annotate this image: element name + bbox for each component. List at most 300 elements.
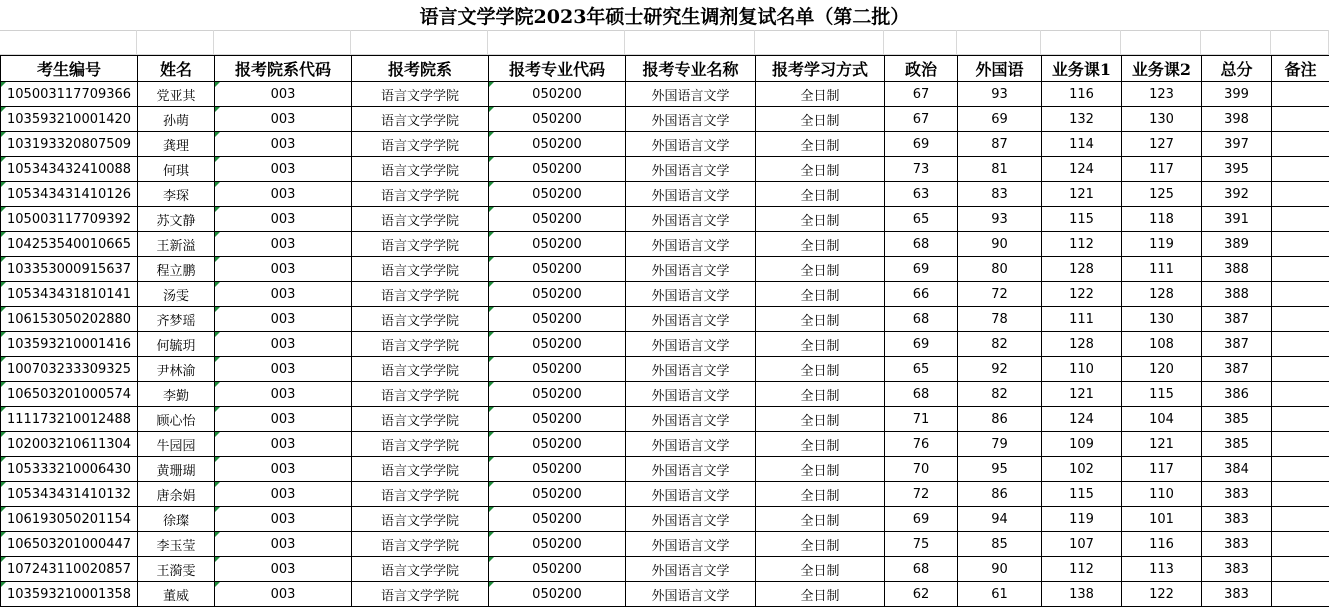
table-cell: 外国语言文学 bbox=[626, 107, 756, 132]
table-cell: 050200 bbox=[489, 357, 626, 382]
table-cell: 语言文学学院 bbox=[352, 132, 489, 157]
table-cell: 69 bbox=[885, 332, 958, 357]
table-cell: 050200 bbox=[489, 432, 626, 457]
table-cell: 120 bbox=[1122, 357, 1202, 382]
table-cell: 语言文学学院 bbox=[352, 232, 489, 257]
table-cell: 110 bbox=[1042, 357, 1122, 382]
column-header: 政治 bbox=[885, 56, 958, 82]
table-cell: 李玉莹 bbox=[138, 532, 215, 557]
table-cell: 128 bbox=[1042, 332, 1122, 357]
table-cell: 050200 bbox=[489, 482, 626, 507]
table-cell: 116 bbox=[1042, 82, 1122, 107]
table-cell: 387 bbox=[1202, 307, 1272, 332]
empty-spacer-row bbox=[0, 30, 1329, 55]
table-cell: 语言文学学院 bbox=[352, 207, 489, 232]
table-cell: 外国语言文学 bbox=[626, 457, 756, 482]
table-cell: 003 bbox=[215, 232, 352, 257]
table-cell: 全日制 bbox=[756, 507, 885, 532]
table-row bbox=[1, 257, 1329, 282]
table-cell: 003 bbox=[215, 582, 352, 607]
table-cell: 387 bbox=[1202, 332, 1272, 357]
table-cell: 69 bbox=[885, 132, 958, 157]
table-cell: 68 bbox=[885, 307, 958, 332]
table-cell: 69 bbox=[885, 257, 958, 282]
table-cell: 外国语言文学 bbox=[626, 82, 756, 107]
column-header: 备注 bbox=[1272, 56, 1329, 82]
table-row bbox=[1, 432, 1329, 457]
table-cell: 392 bbox=[1202, 182, 1272, 207]
table-cell: 外国语言文学 bbox=[626, 182, 756, 207]
table-cell: 65 bbox=[885, 357, 958, 382]
table-cell: 龚理 bbox=[138, 132, 215, 157]
table-cell: 105343431410132 bbox=[1, 482, 138, 507]
table-cell: 94 bbox=[958, 507, 1042, 532]
table-cell: 李勤 bbox=[138, 382, 215, 407]
column-header: 考生编号 bbox=[1, 56, 138, 82]
table-cell: 103593210001420 bbox=[1, 107, 138, 132]
table-cell: 107 bbox=[1042, 532, 1122, 557]
table-cell: 86 bbox=[958, 407, 1042, 432]
table-cell: 语言文学学院 bbox=[352, 107, 489, 132]
table-cell: 外国语言文学 bbox=[626, 507, 756, 532]
table-cell: 110 bbox=[1122, 482, 1202, 507]
table-cell: 127 bbox=[1122, 132, 1202, 157]
table-cell: 119 bbox=[1122, 232, 1202, 257]
table-cell bbox=[1272, 582, 1329, 607]
table-cell: 128 bbox=[1042, 257, 1122, 282]
table-cell: 牛园园 bbox=[138, 432, 215, 457]
column-header: 报考专业名称 bbox=[626, 56, 756, 82]
table-cell: 全日制 bbox=[756, 232, 885, 257]
table-cell: 语言文学学院 bbox=[352, 182, 489, 207]
table-cell: 唐余娟 bbox=[138, 482, 215, 507]
table-cell: 语言文学学院 bbox=[352, 557, 489, 582]
table-cell: 董威 bbox=[138, 582, 215, 607]
table-cell: 全日制 bbox=[756, 357, 885, 382]
table-cell: 399 bbox=[1202, 82, 1272, 107]
table-cell: 115 bbox=[1042, 482, 1122, 507]
table-cell: 82 bbox=[958, 332, 1042, 357]
table-cell: 003 bbox=[215, 332, 352, 357]
table-cell bbox=[1272, 307, 1329, 332]
table-cell: 122 bbox=[1042, 282, 1122, 307]
empty-cell bbox=[755, 30, 884, 55]
table-cell: 138 bbox=[1042, 582, 1122, 607]
table-cell: 外国语言文学 bbox=[626, 132, 756, 157]
table-cell: 130 bbox=[1122, 307, 1202, 332]
table-cell: 050200 bbox=[489, 207, 626, 232]
table-cell: 108 bbox=[1122, 332, 1202, 357]
column-header: 报考院系代码 bbox=[215, 56, 352, 82]
table-cell: 117 bbox=[1122, 157, 1202, 182]
empty-cell bbox=[351, 30, 488, 55]
table-cell: 黄珊瑚 bbox=[138, 457, 215, 482]
table-cell: 050200 bbox=[489, 82, 626, 107]
column-header: 报考学习方式 bbox=[756, 56, 885, 82]
table-cell: 全日制 bbox=[756, 157, 885, 182]
table-cell bbox=[1272, 382, 1329, 407]
table-cell: 003 bbox=[215, 557, 352, 582]
table-cell: 107243110020857 bbox=[1, 557, 138, 582]
empty-cell bbox=[957, 30, 1041, 55]
table-cell: 72 bbox=[958, 282, 1042, 307]
table-row bbox=[1, 82, 1329, 107]
table-cell: 121 bbox=[1042, 182, 1122, 207]
table-cell: 外国语言文学 bbox=[626, 432, 756, 457]
table-cell: 105343431810141 bbox=[1, 282, 138, 307]
table-row bbox=[1, 532, 1329, 557]
empty-cell bbox=[1041, 30, 1121, 55]
table-cell: 72 bbox=[885, 482, 958, 507]
table-cell: 语言文学学院 bbox=[352, 357, 489, 382]
table-cell: 王新溢 bbox=[138, 232, 215, 257]
table-cell: 050200 bbox=[489, 132, 626, 157]
table-cell bbox=[1272, 532, 1329, 557]
table-cell: 外国语言文学 bbox=[626, 582, 756, 607]
table-cell: 全日制 bbox=[756, 582, 885, 607]
table-cell: 外国语言文学 bbox=[626, 232, 756, 257]
column-header: 报考院系 bbox=[352, 56, 489, 82]
table-cell: 何琪 bbox=[138, 157, 215, 182]
table-cell: 003 bbox=[215, 382, 352, 407]
empty-cell bbox=[1271, 30, 1329, 55]
table-cell: 全日制 bbox=[756, 432, 885, 457]
table-cell: 115 bbox=[1122, 382, 1202, 407]
table-row bbox=[1, 107, 1329, 132]
table-cell: 101 bbox=[1122, 507, 1202, 532]
table-cell: 75 bbox=[885, 532, 958, 557]
table-cell: 外国语言文学 bbox=[626, 307, 756, 332]
table-cell: 党亚其 bbox=[138, 82, 215, 107]
table-cell: 79 bbox=[958, 432, 1042, 457]
table-row bbox=[1, 407, 1329, 432]
table-cell: 81 bbox=[958, 157, 1042, 182]
table-cell: 78 bbox=[958, 307, 1042, 332]
table-cell: 全日制 bbox=[756, 132, 885, 157]
table-cell: 117 bbox=[1122, 457, 1202, 482]
table-row bbox=[1, 132, 1329, 157]
table-cell: 391 bbox=[1202, 207, 1272, 232]
table-cell: 050200 bbox=[489, 382, 626, 407]
table-cell: 128 bbox=[1122, 282, 1202, 307]
table-cell: 109 bbox=[1042, 432, 1122, 457]
table-cell: 外国语言文学 bbox=[626, 157, 756, 182]
table-cell: 全日制 bbox=[756, 82, 885, 107]
table-cell: 外国语言文学 bbox=[626, 257, 756, 282]
table-cell bbox=[1272, 507, 1329, 532]
table-cell: 语言文学学院 bbox=[352, 257, 489, 282]
table-cell: 93 bbox=[958, 207, 1042, 232]
table-cell: 103353000915637 bbox=[1, 257, 138, 282]
table-cell: 003 bbox=[215, 282, 352, 307]
table-cell bbox=[1272, 157, 1329, 182]
table-cell: 398 bbox=[1202, 107, 1272, 132]
table-cell: 82 bbox=[958, 382, 1042, 407]
empty-cell bbox=[0, 30, 137, 55]
table-cell: 050200 bbox=[489, 332, 626, 357]
table-cell: 103593210001358 bbox=[1, 582, 138, 607]
table-cell: 程立鹏 bbox=[138, 257, 215, 282]
table-cell: 003 bbox=[215, 407, 352, 432]
empty-cell bbox=[214, 30, 351, 55]
table-cell: 齐梦瑶 bbox=[138, 307, 215, 332]
table-cell bbox=[1272, 232, 1329, 257]
table-cell: 383 bbox=[1202, 532, 1272, 557]
table-cell: 语言文学学院 bbox=[352, 157, 489, 182]
column-header: 总分 bbox=[1202, 56, 1272, 82]
table-cell: 112 bbox=[1042, 557, 1122, 582]
table-cell: 122 bbox=[1122, 582, 1202, 607]
table-cell: 383 bbox=[1202, 582, 1272, 607]
table-cell: 106193050201154 bbox=[1, 507, 138, 532]
table-cell: 76 bbox=[885, 432, 958, 457]
table-cell: 050200 bbox=[489, 182, 626, 207]
table-cell bbox=[1272, 357, 1329, 382]
table-cell: 70 bbox=[885, 457, 958, 482]
table-cell: 顾心怡 bbox=[138, 407, 215, 432]
table-cell: 112 bbox=[1042, 232, 1122, 257]
table-cell: 69 bbox=[885, 507, 958, 532]
table-cell: 050200 bbox=[489, 557, 626, 582]
table-cell: 050200 bbox=[489, 107, 626, 132]
table-cell: 388 bbox=[1202, 282, 1272, 307]
table-cell: 80 bbox=[958, 257, 1042, 282]
table-cell: 114 bbox=[1042, 132, 1122, 157]
table-cell: 全日制 bbox=[756, 482, 885, 507]
table-cell: 全日制 bbox=[756, 382, 885, 407]
table-row bbox=[1, 482, 1329, 507]
table-cell bbox=[1272, 407, 1329, 432]
table-cell bbox=[1272, 432, 1329, 457]
empty-cell bbox=[137, 30, 214, 55]
table-row bbox=[1, 357, 1329, 382]
table-cell: 050200 bbox=[489, 307, 626, 332]
table-row bbox=[1, 182, 1329, 207]
table-cell: 65 bbox=[885, 207, 958, 232]
table-cell: 003 bbox=[215, 307, 352, 332]
table-cell: 003 bbox=[215, 507, 352, 532]
table-cell: 383 bbox=[1202, 507, 1272, 532]
table-cell: 语言文学学院 bbox=[352, 432, 489, 457]
table-row bbox=[1, 507, 1329, 532]
table-cell: 113 bbox=[1122, 557, 1202, 582]
table-cell: 语言文学学院 bbox=[352, 332, 489, 357]
table-cell: 111173210012488 bbox=[1, 407, 138, 432]
table-cell: 050200 bbox=[489, 157, 626, 182]
table-cell: 003 bbox=[215, 532, 352, 557]
table-cell: 全日制 bbox=[756, 332, 885, 357]
table-cell: 105003117709392 bbox=[1, 207, 138, 232]
table-cell: 102003210611304 bbox=[1, 432, 138, 457]
table-cell: 050200 bbox=[489, 532, 626, 557]
empty-cell bbox=[884, 30, 957, 55]
table-cell: 王漪雯 bbox=[138, 557, 215, 582]
table-row bbox=[1, 307, 1329, 332]
column-header: 报考专业代码 bbox=[489, 56, 626, 82]
table-cell: 语言文学学院 bbox=[352, 407, 489, 432]
table-cell: 83 bbox=[958, 182, 1042, 207]
table-cell: 118 bbox=[1122, 207, 1202, 232]
table-cell: 孙萌 bbox=[138, 107, 215, 132]
table-cell: 132 bbox=[1042, 107, 1122, 132]
table-cell: 90 bbox=[958, 232, 1042, 257]
table-cell: 62 bbox=[885, 582, 958, 607]
table-cell: 389 bbox=[1202, 232, 1272, 257]
table-cell: 李琛 bbox=[138, 182, 215, 207]
table-cell bbox=[1272, 257, 1329, 282]
table-row bbox=[1, 557, 1329, 582]
table-cell: 徐璨 bbox=[138, 507, 215, 532]
table-cell: 95 bbox=[958, 457, 1042, 482]
table-cell: 397 bbox=[1202, 132, 1272, 157]
table-cell: 语言文学学院 bbox=[352, 507, 489, 532]
table-cell: 103193320807509 bbox=[1, 132, 138, 157]
table-cell: 111 bbox=[1042, 307, 1122, 332]
table-cell: 85 bbox=[958, 532, 1042, 557]
table-cell: 003 bbox=[215, 157, 352, 182]
table-row bbox=[1, 232, 1329, 257]
table-row bbox=[1, 157, 1329, 182]
empty-cell bbox=[1201, 30, 1271, 55]
table-cell: 语言文学学院 bbox=[352, 382, 489, 407]
table-cell: 68 bbox=[885, 232, 958, 257]
table-row bbox=[1, 332, 1329, 357]
table-cell: 003 bbox=[215, 82, 352, 107]
table-cell: 104 bbox=[1122, 407, 1202, 432]
table-cell: 语言文学学院 bbox=[352, 307, 489, 332]
table-cell: 106153050202880 bbox=[1, 307, 138, 332]
sheet-title: 语言文学学院2023年硕士研究生调剂复试名单（第二批） bbox=[0, 0, 1329, 31]
table-cell: 105333210006430 bbox=[1, 457, 138, 482]
table-cell: 92 bbox=[958, 357, 1042, 382]
table-cell: 121 bbox=[1042, 382, 1122, 407]
table-cell: 何毓玥 bbox=[138, 332, 215, 357]
table-cell: 全日制 bbox=[756, 207, 885, 232]
table-cell: 69 bbox=[958, 107, 1042, 132]
table-cell: 003 bbox=[215, 107, 352, 132]
table-cell: 66 bbox=[885, 282, 958, 307]
empty-cell bbox=[488, 30, 625, 55]
table-row bbox=[1, 382, 1329, 407]
table-cell: 050200 bbox=[489, 257, 626, 282]
table-cell: 全日制 bbox=[756, 107, 885, 132]
table-cell: 汤雯 bbox=[138, 282, 215, 307]
table-cell: 71 bbox=[885, 407, 958, 432]
table-cell: 003 bbox=[215, 482, 352, 507]
table-cell: 106503201000574 bbox=[1, 382, 138, 407]
table-cell: 外国语言文学 bbox=[626, 282, 756, 307]
table-cell: 语言文学学院 bbox=[352, 532, 489, 557]
table-cell: 105343431410126 bbox=[1, 182, 138, 207]
table-cell: 90 bbox=[958, 557, 1042, 582]
table-cell: 130 bbox=[1122, 107, 1202, 132]
column-header: 姓名 bbox=[138, 56, 215, 82]
table-cell: 外国语言文学 bbox=[626, 332, 756, 357]
table-cell: 050200 bbox=[489, 457, 626, 482]
table-cell: 102 bbox=[1042, 457, 1122, 482]
column-header: 业务课1 bbox=[1042, 56, 1122, 82]
admission-list-table bbox=[0, 55, 1329, 607]
table-cell: 003 bbox=[215, 457, 352, 482]
table-cell: 050200 bbox=[489, 407, 626, 432]
table-cell: 87 bbox=[958, 132, 1042, 157]
table-cell: 100703233309325 bbox=[1, 357, 138, 382]
table-cell: 68 bbox=[885, 382, 958, 407]
table-cell: 外国语言文学 bbox=[626, 407, 756, 432]
table-cell: 050200 bbox=[489, 232, 626, 257]
table-cell: 苏文静 bbox=[138, 207, 215, 232]
column-header: 业务课2 bbox=[1122, 56, 1202, 82]
empty-cell bbox=[625, 30, 755, 55]
table-cell bbox=[1272, 132, 1329, 157]
table-cell: 124 bbox=[1042, 157, 1122, 182]
table-cell: 尹林渝 bbox=[138, 357, 215, 382]
table-cell: 全日制 bbox=[756, 457, 885, 482]
table-cell: 语言文学学院 bbox=[352, 457, 489, 482]
table-cell: 68 bbox=[885, 557, 958, 582]
table-cell: 125 bbox=[1122, 182, 1202, 207]
table-cell: 050200 bbox=[489, 507, 626, 532]
table-cell: 全日制 bbox=[756, 182, 885, 207]
table-cell: 106503201000447 bbox=[1, 532, 138, 557]
table-cell bbox=[1272, 332, 1329, 357]
table-cell: 外国语言文学 bbox=[626, 482, 756, 507]
table-cell bbox=[1272, 282, 1329, 307]
table-cell: 103593210001416 bbox=[1, 332, 138, 357]
table-cell: 383 bbox=[1202, 557, 1272, 582]
table-cell: 外国语言文学 bbox=[626, 382, 756, 407]
table-cell: 384 bbox=[1202, 457, 1272, 482]
table-cell: 385 bbox=[1202, 407, 1272, 432]
table-cell: 全日制 bbox=[756, 532, 885, 557]
table-cell: 395 bbox=[1202, 157, 1272, 182]
table-row bbox=[1, 457, 1329, 482]
table-cell: 385 bbox=[1202, 432, 1272, 457]
table-cell: 61 bbox=[958, 582, 1042, 607]
table-cell: 003 bbox=[215, 182, 352, 207]
table-cell: 123 bbox=[1122, 82, 1202, 107]
empty-cell bbox=[1121, 30, 1201, 55]
table-row bbox=[1, 207, 1329, 232]
table-cell bbox=[1272, 182, 1329, 207]
table-cell: 语言文学学院 bbox=[352, 482, 489, 507]
table-cell: 105343432410088 bbox=[1, 157, 138, 182]
table-row bbox=[1, 282, 1329, 307]
table-cell: 73 bbox=[885, 157, 958, 182]
table-cell: 111 bbox=[1122, 257, 1202, 282]
table-cell: 全日制 bbox=[756, 557, 885, 582]
table-cell: 93 bbox=[958, 82, 1042, 107]
table-cell: 外国语言文学 bbox=[626, 557, 756, 582]
table-cell: 116 bbox=[1122, 532, 1202, 557]
table-cell: 86 bbox=[958, 482, 1042, 507]
table-cell: 003 bbox=[215, 357, 352, 382]
table-cell: 外国语言文学 bbox=[626, 207, 756, 232]
table-cell: 050200 bbox=[489, 582, 626, 607]
table-cell: 003 bbox=[215, 132, 352, 157]
table-cell: 386 bbox=[1202, 382, 1272, 407]
table-cell: 119 bbox=[1042, 507, 1122, 532]
table-cell: 全日制 bbox=[756, 407, 885, 432]
table-body bbox=[1, 82, 1329, 607]
table-cell bbox=[1272, 207, 1329, 232]
table-cell: 104253540010665 bbox=[1, 232, 138, 257]
table-cell: 全日制 bbox=[756, 257, 885, 282]
table-cell: 383 bbox=[1202, 482, 1272, 507]
table-cell: 003 bbox=[215, 432, 352, 457]
table-cell: 121 bbox=[1122, 432, 1202, 457]
table-cell: 050200 bbox=[489, 282, 626, 307]
